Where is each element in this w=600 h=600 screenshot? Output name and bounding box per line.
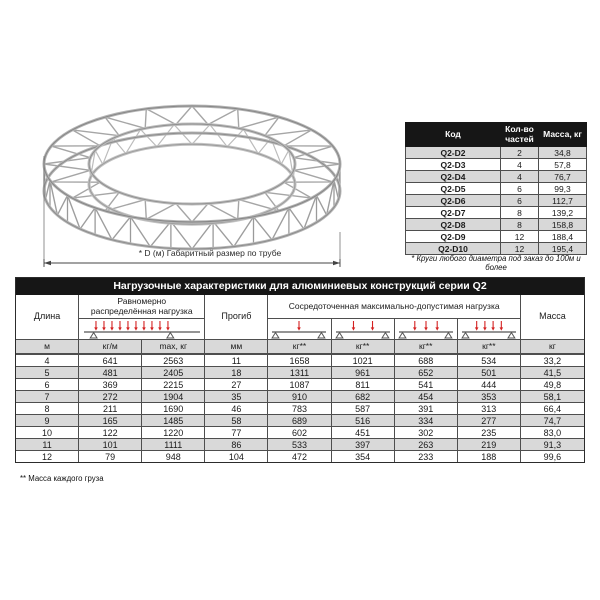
load-value-cell: 652	[395, 366, 458, 378]
load-value-cell: 99,6	[521, 450, 584, 462]
load-value-cell: 79	[79, 450, 142, 462]
load-value-cell: 211	[79, 402, 142, 414]
part-count-cell: 8	[501, 219, 539, 231]
diameter-dimension-caption: * D (м) Габаритный размер по трубе	[138, 248, 282, 258]
load-value-cell: 369	[79, 378, 142, 390]
unit-cell: кг	[549, 341, 556, 351]
part-mass-cell: 158,8	[539, 219, 587, 231]
point-load-diagram-1	[268, 319, 331, 339]
part-mass-cell: 139,2	[539, 207, 587, 219]
load-value-cell: 689	[268, 414, 331, 426]
unit-cell: мм	[205, 340, 268, 353]
load-value-cell: 18	[205, 366, 268, 378]
load-value-cell: 27	[205, 378, 268, 390]
part-mass-cell: 188,4	[539, 231, 587, 243]
load-value-cell: 391	[395, 402, 458, 414]
load-value-cell: 1658	[268, 354, 331, 366]
load-value-cell: 277	[458, 414, 521, 426]
load-table-title: Нагрузочные характеристики для алюминиевых конструкций серии Q2	[16, 278, 584, 295]
parts-table-row	[406, 207, 587, 219]
load-value-cell: 8	[16, 402, 79, 414]
unit-cell: max, кг	[142, 340, 205, 353]
custom-diameter-note: * Круги любого диаметра под заказ до 100м и более	[411, 254, 581, 272]
load-value-cell: 948	[142, 450, 205, 462]
part-mass-cell: 34,8	[539, 147, 587, 159]
load-table-row	[16, 414, 584, 426]
load-value-cell: 602	[268, 426, 331, 438]
parts-col-mass: Масса, кг	[539, 123, 587, 147]
load-value-cell: 472	[268, 450, 331, 462]
part-code-cell: Q2-D4	[406, 171, 501, 183]
load-value-cell: 961	[332, 366, 395, 378]
load-value-cell: 451	[332, 426, 395, 438]
load-table-row	[16, 450, 584, 462]
load-value-cell: 534	[458, 354, 521, 366]
load-value-cell: 235	[458, 426, 521, 438]
header-length: Длина	[16, 295, 79, 339]
load-value-cell: 188	[458, 450, 521, 462]
part-mass-cell: 76,7	[539, 171, 587, 183]
header-concentrated: Сосредоточенная максимально-допустимая нагрузка	[268, 295, 520, 319]
part-count-cell: 12	[501, 231, 539, 243]
load-value-cell: 263	[395, 438, 458, 450]
parts-table-row	[406, 231, 587, 243]
part-code-cell: Q2-D3	[406, 159, 501, 171]
part-count-cell: 6	[501, 195, 539, 207]
unit-cell: м	[16, 340, 79, 353]
load-value-cell: 58,1	[521, 390, 584, 402]
load-value-cell: 1904	[142, 390, 205, 402]
truss-ring-drawing	[20, 92, 365, 272]
load-value-cell: 313	[458, 402, 521, 414]
parts-col-count: Кол-во частей	[501, 123, 539, 147]
load-value-cell: 104	[205, 450, 268, 462]
parts-col-code: Код	[406, 123, 501, 147]
load-table-row	[16, 438, 584, 450]
load-value-cell: 1111	[142, 438, 205, 450]
load-value-cell: 397	[332, 438, 395, 450]
load-value-cell: 5	[16, 366, 79, 378]
load-value-cell: 41,5	[521, 366, 584, 378]
parts-table-row	[406, 219, 587, 231]
parts-table-row	[406, 195, 587, 207]
load-table-row	[16, 366, 584, 378]
parts-table-row	[406, 147, 587, 159]
load-value-cell: 101	[79, 438, 142, 450]
udl-beam-diagram	[79, 319, 205, 339]
load-value-cell: 501	[458, 366, 521, 378]
load-value-cell: 541	[395, 378, 458, 390]
load-value-cell: 2563	[142, 354, 205, 366]
unit-cell: кг**	[268, 340, 331, 353]
parts-table	[405, 122, 587, 255]
load-value-cell: 354	[332, 450, 395, 462]
load-value-cell: 1220	[142, 426, 205, 438]
header-deflection: Прогиб	[205, 295, 268, 339]
load-value-cell: 11	[205, 354, 268, 366]
load-value-cell: 1485	[142, 414, 205, 426]
load-value-cell: 2405	[142, 366, 205, 378]
load-value-cell: 233	[395, 450, 458, 462]
load-value-cell: 682	[332, 390, 395, 402]
units-row	[16, 340, 584, 354]
part-code-cell: Q2-D10	[406, 243, 501, 255]
load-value-cell: 91,3	[521, 438, 584, 450]
part-count-cell: 6	[501, 183, 539, 195]
load-value-cell: 4	[16, 354, 79, 366]
parts-table-row	[406, 243, 587, 255]
circular-truss-illustration	[20, 92, 365, 272]
load-value-cell: 272	[79, 390, 142, 402]
load-value-cell: 587	[332, 402, 395, 414]
load-value-cell: 122	[79, 426, 142, 438]
part-code-cell: Q2-D5	[406, 183, 501, 195]
load-value-cell: 35	[205, 390, 268, 402]
header-udl: Равномерно распределённая нагрузка	[79, 295, 205, 319]
parts-table-header-row	[406, 123, 587, 147]
part-code-cell: Q2-D6	[406, 195, 501, 207]
load-value-cell: 77	[205, 426, 268, 438]
load-value-cell: 165	[79, 414, 142, 426]
load-table-header	[16, 295, 584, 340]
load-value-cell: 74,7	[521, 414, 584, 426]
load-value-cell: 811	[332, 378, 395, 390]
part-count-cell: 2	[501, 147, 539, 159]
part-count-cell: 4	[501, 171, 539, 183]
load-value-cell: 86	[205, 438, 268, 450]
load-value-cell: 454	[395, 390, 458, 402]
load-value-cell: 33,2	[521, 354, 584, 366]
load-value-cell: 1311	[268, 366, 331, 378]
load-value-cell: 641	[79, 354, 142, 366]
part-code-cell: Q2-D7	[406, 207, 501, 219]
load-value-cell: 2215	[142, 378, 205, 390]
part-count-cell: 4	[501, 159, 539, 171]
part-mass-cell: 112,7	[539, 195, 587, 207]
load-value-cell: 7	[16, 390, 79, 402]
point-load-diagram-4	[458, 319, 521, 339]
part-code-cell: Q2-D2	[406, 147, 501, 159]
load-value-cell: 334	[395, 414, 458, 426]
part-count-cell: 12	[501, 243, 539, 255]
part-mass-cell: 99,3	[539, 183, 587, 195]
load-value-cell: 533	[268, 438, 331, 450]
load-value-cell: 1690	[142, 402, 205, 414]
load-table-body	[16, 354, 584, 462]
load-value-cell: 10	[16, 426, 79, 438]
point-load-diagram-3	[395, 319, 458, 339]
parts-table-row	[406, 171, 587, 183]
load-table-row	[16, 378, 584, 390]
load-table-footnote: ** Масса каждого груза	[20, 474, 104, 483]
parts-table-row	[406, 183, 587, 195]
part-mass-cell: 195,4	[539, 243, 587, 255]
part-code-cell: Q2-D8	[406, 219, 501, 231]
load-table-row	[16, 354, 584, 366]
part-code-cell: Q2-D9	[406, 231, 501, 243]
load-value-cell: 1021	[332, 354, 395, 366]
parts-table-row	[406, 159, 587, 171]
load-value-cell: 783	[268, 402, 331, 414]
load-characteristics-table	[15, 277, 585, 463]
unit-cell: кг**	[332, 340, 395, 353]
load-value-cell: 46	[205, 402, 268, 414]
header-mass: Масса	[539, 311, 566, 322]
load-value-cell: 516	[332, 414, 395, 426]
load-value-cell: 353	[458, 390, 521, 402]
unit-cell: кг**	[395, 340, 458, 353]
part-count-cell: 8	[501, 207, 539, 219]
load-value-cell: 83,0	[521, 426, 584, 438]
load-value-cell: 219	[458, 438, 521, 450]
load-value-cell: 302	[395, 426, 458, 438]
point-load-diagram-2	[332, 319, 395, 339]
load-value-cell: 12	[16, 450, 79, 462]
load-value-cell: 910	[268, 390, 331, 402]
load-table-row	[16, 426, 584, 438]
load-value-cell: 11	[16, 438, 79, 450]
load-value-cell: 58	[205, 414, 268, 426]
load-value-cell: 6	[16, 378, 79, 390]
load-value-cell: 66,4	[521, 402, 584, 414]
load-value-cell: 444	[458, 378, 521, 390]
load-value-cell: 9	[16, 414, 79, 426]
load-value-cell: 49,8	[521, 378, 584, 390]
part-mass-cell: 57,8	[539, 159, 587, 171]
load-table-row	[16, 390, 584, 402]
load-value-cell: 481	[79, 366, 142, 378]
unit-cell: кг**	[458, 340, 521, 353]
load-table-row	[16, 402, 584, 414]
load-value-cell: 688	[395, 354, 458, 366]
load-value-cell: 1087	[268, 378, 331, 390]
unit-cell: кг/м	[79, 340, 142, 353]
